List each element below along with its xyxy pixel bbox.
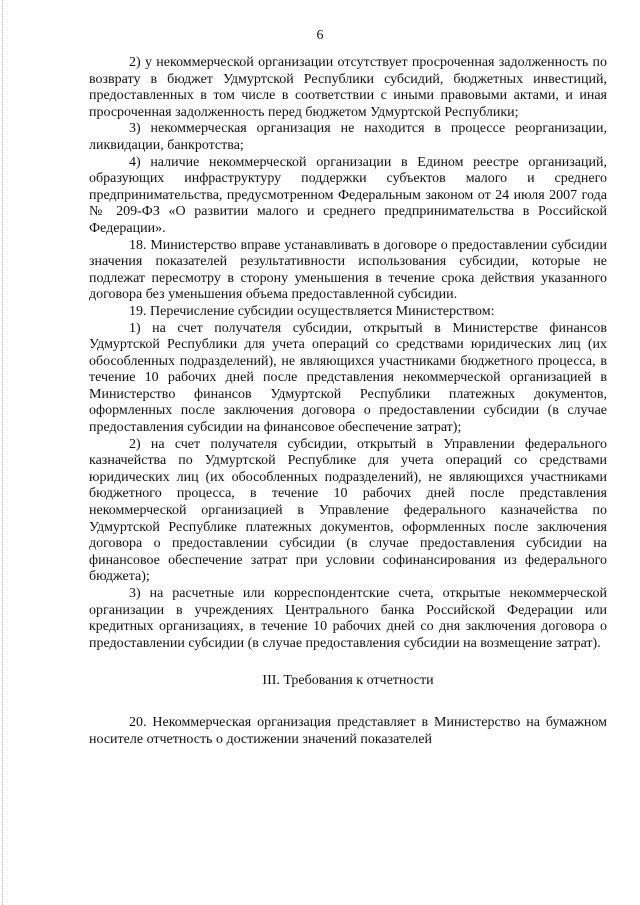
section-heading: III. Требования к отчетности bbox=[262, 673, 434, 689]
paragraph-clause-20: 20. Некоммерческая организация представляет в Министерство на бумажном носителе отчетность о достижении значений показателей bbox=[89, 714, 607, 747]
paragraph-clause-18: 18. Министерство вправе устанавливать в договоре о предоставлении субсидии значения показателей результативности использования субсидии, которые не подлежат пересмотру в сторону уменьшения в течение срока действия указанного договора без уменьшения объема предоставленной субсидии. bbox=[89, 237, 607, 303]
paragraph-19-item-3: 3) на расчетные или корреспондентские счета, открытые некоммерческой организации в учреждениях Центрального банка Российской Федерации или кредитных организациях, в течение 10 рабочих дней со дня заключения договора о предоставлении субсидии (в случае предоставления субсидии на возмещение затрат). bbox=[89, 586, 607, 651]
paragraph-19-item-1: 1) на счет получателя субсидии, открытый в Министерстве финансов Удмуртской Республики для учета операций со средствами юридических лиц (их обособленных подразделений), не являющихся участниками бюджетного процесса, в течение 10 рабочих дней после представления некоммерческой организацией в Министерство финансов Удмуртской Республики платежных документов, оформленных после заключения договора о предоставлении субсидии (в случае предоставления субсидии на финансовое обеспечение затрат); bbox=[89, 320, 607, 436]
paragraph-item-3: 3) некоммерческая организация не находится в процессе реорганизации, ликвидации, банкротства; bbox=[89, 121, 607, 153]
paragraph-19-item-2: 2) на счет получателя субсидии, открытый в Управлении федерального казначейства по Удмуртской Республике для учета операций со средствами юридических лиц (их обособленных подразделений), не являющихся участниками бюджетного процесса, в течение 10 рабочих дней после представления некоммерческой организацией в Управление федерального казначейства по Удмуртской Республике платежных документов, оформленных после заключения договора о предоставлении субсидии (в случае предоставления субсидии на финансовое обеспечение затрат при условии софинансирования из федерального бюджета); bbox=[89, 436, 607, 585]
paragraph-item-2: 2) у некоммерческой организации отсутствует просроченная задолженность по возврату в бюджет Удмуртской Республики субсидий, бюджетных инвестиций, предоставленных в том числе в соответствии с иными правовыми актами, и иная просроченная задолженность перед бюджетом Удмуртской Республики; bbox=[89, 55, 607, 120]
document-body bbox=[89, 55, 607, 748]
scan-margin-line bbox=[2, 0, 3, 905]
paragraph-clause-19: 19. Перечисление субсидии осуществляется Министерством: bbox=[129, 303, 495, 319]
paragraph-item-4: 4) наличие некоммерческой организации в Едином реестре организаций, образующих инфраструктуру поддержки субъектов малого и среднего предпринимательства, предусмотренном Федеральным законом от 24 июля 2007 года № 209-ФЗ «О развитии малого и среднего предпринимательства в Российской Федерации». bbox=[89, 154, 607, 236]
page-number: 6 bbox=[316, 28, 324, 43]
